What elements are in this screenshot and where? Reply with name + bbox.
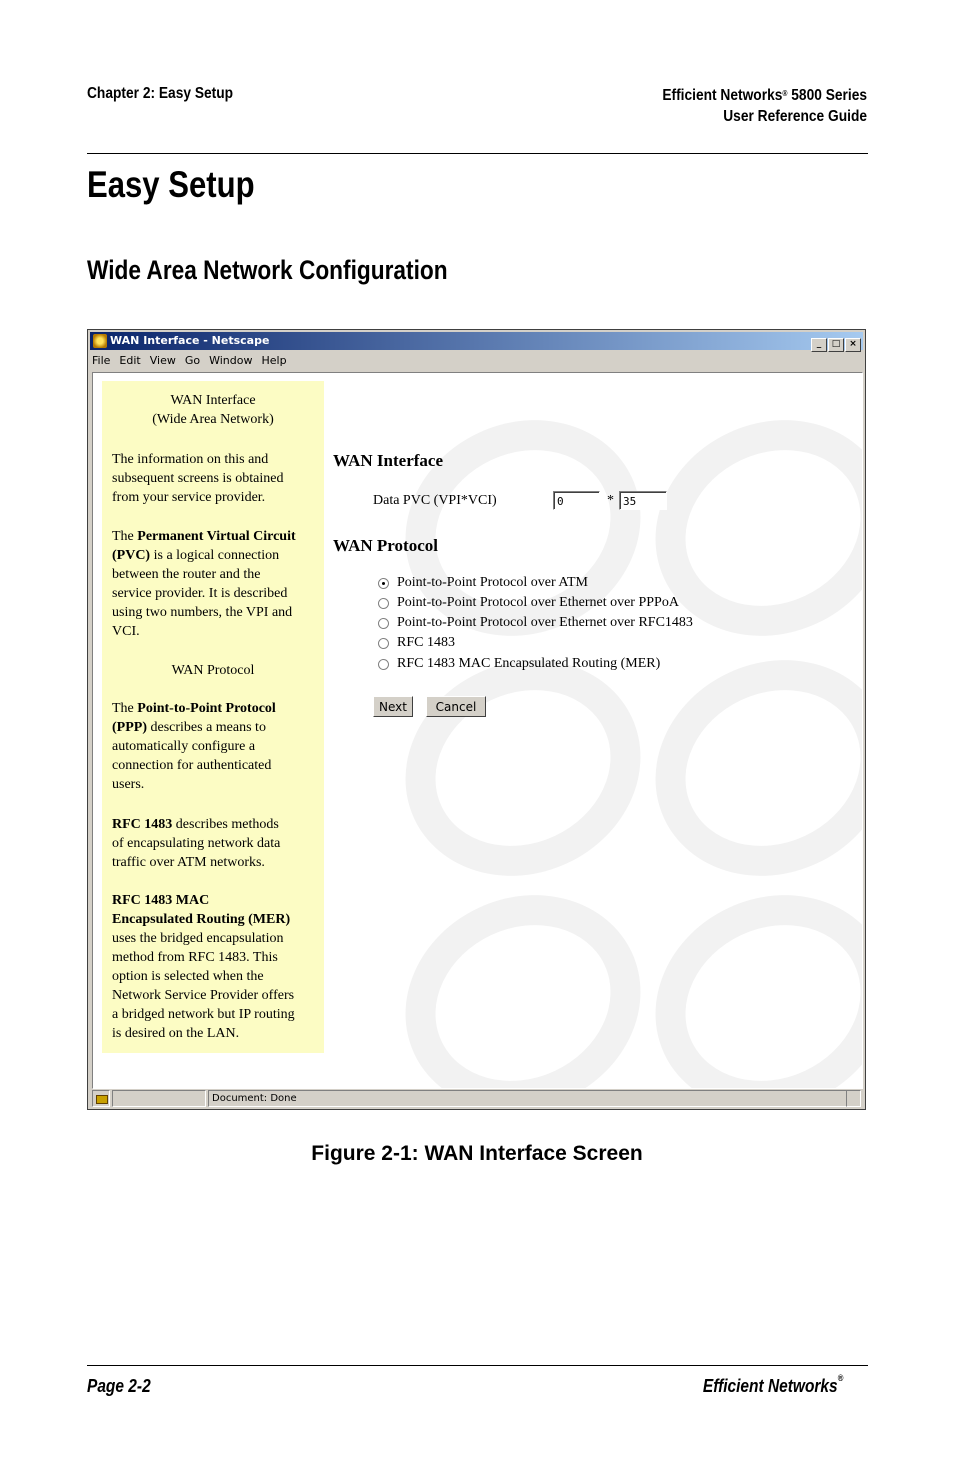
status-text: Document: Done bbox=[208, 1090, 847, 1107]
page-content bbox=[92, 372, 863, 1089]
option-label: RFC 1483 MAC Encapsulated Routing (MER) bbox=[397, 656, 661, 671]
menu-go[interactable]: Go bbox=[184, 354, 201, 367]
cancel-button[interactable]: Cancel bbox=[426, 696, 486, 717]
guide-name: User Reference Guide bbox=[723, 108, 867, 125]
option-label: Point-to-Point Protocol over Ethernet over PPPoA bbox=[397, 595, 679, 610]
progress-cell bbox=[112, 1090, 206, 1107]
watermark-e-icon bbox=[370, 857, 676, 1089]
option-label: Point-to-Point Protocol over ATM bbox=[397, 575, 588, 590]
help-sidebar bbox=[102, 381, 324, 1053]
sidebar-mer: RFC 1483 MAC Encapsulated Routing (MER) uses the bridged encapsulation method from RFC 1483. This option is selected when the Network Service Provider offers a bridged network but IP routing is desired on the LAN. bbox=[112, 893, 295, 1041]
wan-interface-heading: WAN Interface bbox=[333, 451, 443, 470]
vpi-input[interactable]: 0 bbox=[553, 491, 600, 510]
menu-help[interactable]: Help bbox=[261, 354, 287, 367]
radio-mer[interactable] bbox=[378, 659, 389, 670]
option-label: Point-to-Point Protocol over Ethernet over RFC1483 bbox=[397, 615, 693, 630]
resize-grip-icon[interactable] bbox=[846, 1090, 861, 1107]
registered-mark: ® bbox=[837, 1373, 843, 1383]
footer-brand: Efficient Networks® bbox=[702, 1373, 843, 1396]
radio-pppoa[interactable] bbox=[378, 578, 389, 589]
maximize-button[interactable]: □ bbox=[828, 338, 844, 352]
radio-rfc1483[interactable] bbox=[378, 638, 389, 649]
watermark-e-icon bbox=[620, 857, 863, 1089]
radio-pppoe-pppoa[interactable] bbox=[378, 598, 389, 609]
window-title: WAN Interface - Netscape bbox=[110, 334, 270, 347]
menu-file[interactable]: File bbox=[92, 354, 111, 367]
menu-window[interactable]: Window bbox=[209, 354, 253, 367]
page-number: Page 2-2 bbox=[87, 1376, 151, 1396]
registered-mark: ® bbox=[782, 89, 788, 98]
product-header bbox=[662, 85, 867, 127]
minimize-button[interactable]: _ bbox=[811, 338, 827, 352]
page-title: Easy Setup bbox=[87, 164, 255, 205]
window-titlebar[interactable] bbox=[90, 332, 863, 350]
figure-caption: Figure 2-1: WAN Interface Screen bbox=[311, 1142, 643, 1165]
chapter-header: Chapter 2: Easy Setup bbox=[87, 85, 234, 102]
next-button[interactable]: Next bbox=[373, 696, 413, 717]
footer-rule bbox=[87, 1365, 868, 1366]
sidebar-rfc: RFC 1483 describes methods of encapsulating network data traffic over ATM networks. bbox=[112, 817, 281, 870]
status-bar bbox=[90, 1089, 863, 1107]
sidebar-ppp: The Point-to-Point Protocol (PPP) describes a means to automatically configure a connection for authenticated users. bbox=[112, 701, 276, 792]
netscape-icon bbox=[93, 334, 107, 348]
pvc-separator: * bbox=[607, 493, 614, 508]
sidebar-pvc: The Permanent Virtual Circuit (PVC) is a logical connection between the router and the service provider. It is described using two numbers, the VPI and VCI. bbox=[112, 529, 296, 639]
sidebar-intro: The information on this and subsequent screens is obtained from your service provider. bbox=[112, 452, 284, 505]
radio-pppoe-rfc1483[interactable] bbox=[378, 618, 389, 629]
option-label: RFC 1483 bbox=[397, 635, 455, 650]
browser-window bbox=[87, 329, 866, 1110]
menu-bar bbox=[92, 352, 296, 370]
menu-edit[interactable]: Edit bbox=[119, 354, 141, 367]
pvc-label: Data PVC (VPI*VCI) bbox=[373, 493, 497, 508]
series-name: 5800 Series bbox=[791, 87, 867, 104]
brand-name: Efficient Networks bbox=[662, 87, 783, 104]
menu-view[interactable]: View bbox=[149, 354, 176, 367]
sidebar-title: WAN Interface (Wide Area Network) bbox=[152, 393, 274, 427]
security-lock-icon[interactable] bbox=[92, 1090, 110, 1107]
header-rule bbox=[87, 153, 868, 154]
wan-protocol-heading: WAN Protocol bbox=[333, 536, 438, 555]
sidebar-wan-protocol: WAN Protocol bbox=[171, 663, 255, 678]
section-title: Wide Area Network Configuration bbox=[87, 255, 448, 285]
vci-input[interactable]: 35 bbox=[619, 491, 667, 510]
close-button[interactable]: × bbox=[845, 338, 861, 352]
